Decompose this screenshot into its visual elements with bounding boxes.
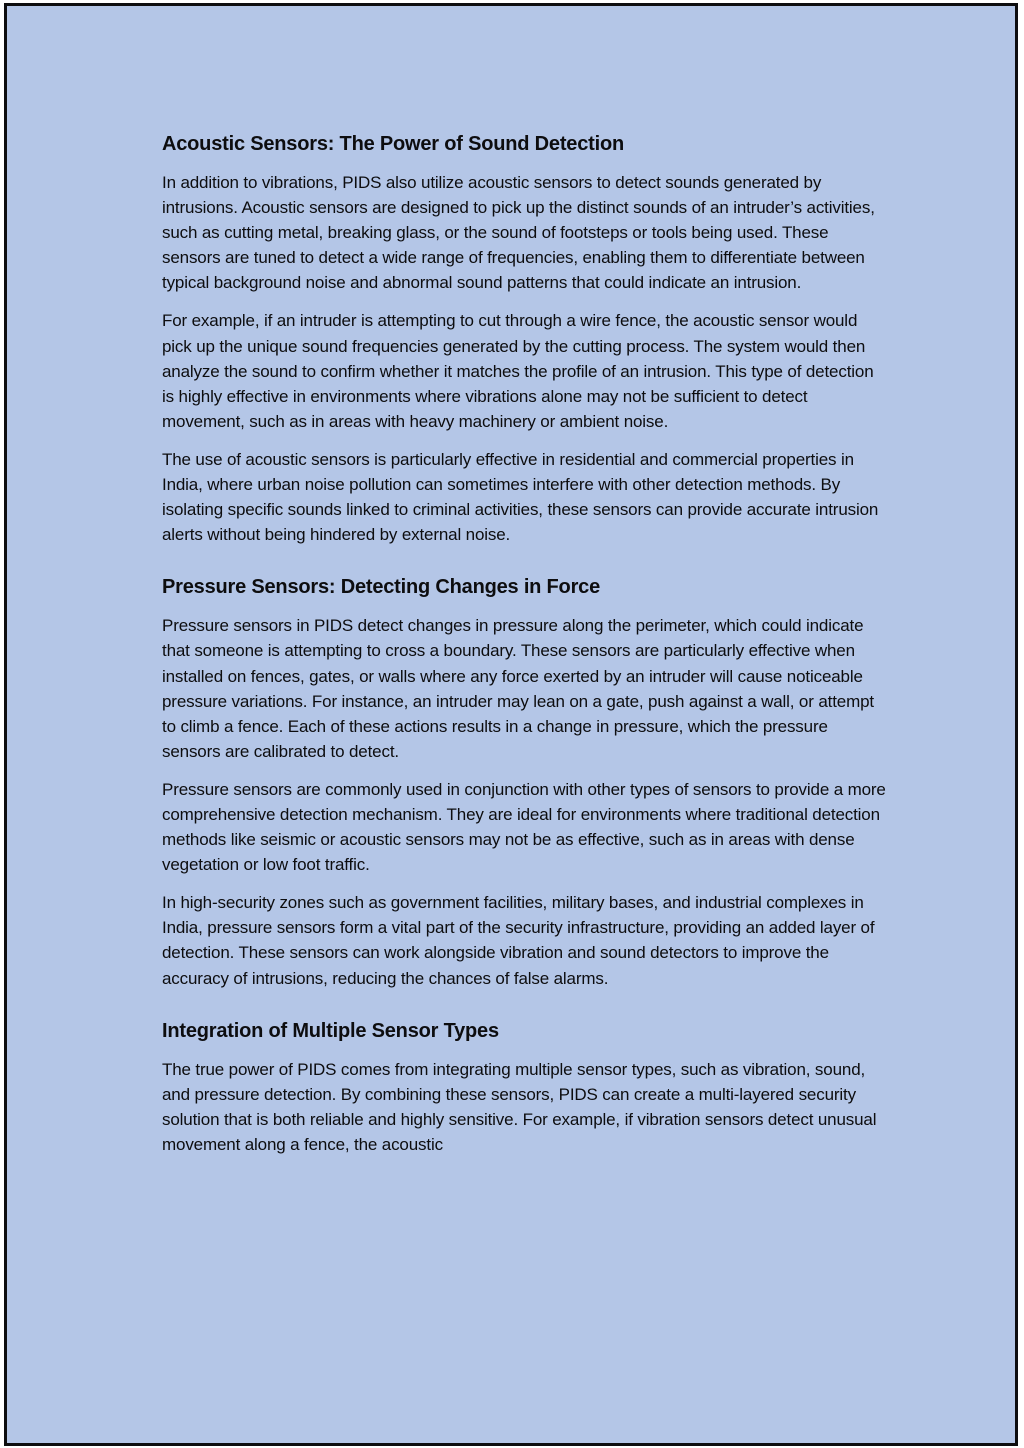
section-heading-pressure: Pressure Sensors: Detecting Changes in Force: [162, 576, 601, 599]
section-heading-acoustic: Acoustic Sensors: The Power of Sound Detection: [162, 133, 624, 155]
paragraph: The use of acoustic sensors is particularly effective in residential and commercial properties in India, where urban noise pollution can sometimes interfere with other detection methods. By isolating specific sounds linked to criminal activities, these sensors can provide accurate intrusion alerts without being hindered by external noise.: [162, 449, 879, 545]
section-heading-integration: Integration of Multiple Sensor Types: [162, 1019, 499, 1042]
document-body: [162, 130, 890, 1170]
paragraph: For example, if an intruder is attempting to cut through a wire fence, the acoustic sensor would pick up the unique sound frequencies generated by the cutting process. The system would then analyze the sound to confirm whether it matches the profile of an intrusion. This type of detection is highly effective in environments where vibrations alone may not be sufficient to detect movement, such as in areas with heavy machinery or ambient noise.: [162, 311, 874, 431]
paragraph: In addition to vibrations, PIDS also utilize acoustic sensors to detect sounds generated by intrusions. Acoustic sensors are designed to pick up the distinct sounds of an intruder’s activities, such as cutting metal, breaking glass, or the sound of footsteps or tools being used. These sensors are tuned to detect a wide range of frequencies, enabling them to differentiate between typical background noise and abnormal sound patterns that could indicate an intrusion.: [162, 173, 875, 293]
paragraph: In high-security zones such as government facilities, military bases, and industrial complexes in India, pressure sensors form a vital part of the security infrastructure, providing an added layer of detection. These sensors can work alongside vibration and sound detectors to improve the accuracy of intrusions, reducing the chances of false alarms.: [162, 893, 875, 988]
paragraph: The true power of PIDS comes from integrating multiple sensor types, such as vibration, sound, and pressure detection. By combining these sensors, PIDS can create a multi-layered security solution that is both reliable and highly sensitive. For example, if vibration sensors detect unusual movement along a fence, the acoustic: [162, 1059, 877, 1154]
paragraph: Pressure sensors are commonly used in conjunction with other types of sensors to provide a more comprehensive detection mechanism. They are ideal for environments where traditional detection methods like seismic or acoustic sensors may not be as effective, such as in areas with dense vegetation or low foot traffic.: [162, 779, 886, 875]
page-frame: [4, 3, 1018, 1446]
paragraph: Pressure sensors in PIDS detect changes in pressure along the perimeter, which could indicate that someone is attempting to cross a boundary. These sensors are particularly effective when installed on fences, gates, or walls where any force exerted by an intruder will cause noticeable pressure variations. For instance, an intruder may lean on a gate, push against a wall, or attempt to climb a fence. Each of these actions results in a change in pressure, which the pressure sensors are calibrated to detect.: [162, 616, 874, 761]
